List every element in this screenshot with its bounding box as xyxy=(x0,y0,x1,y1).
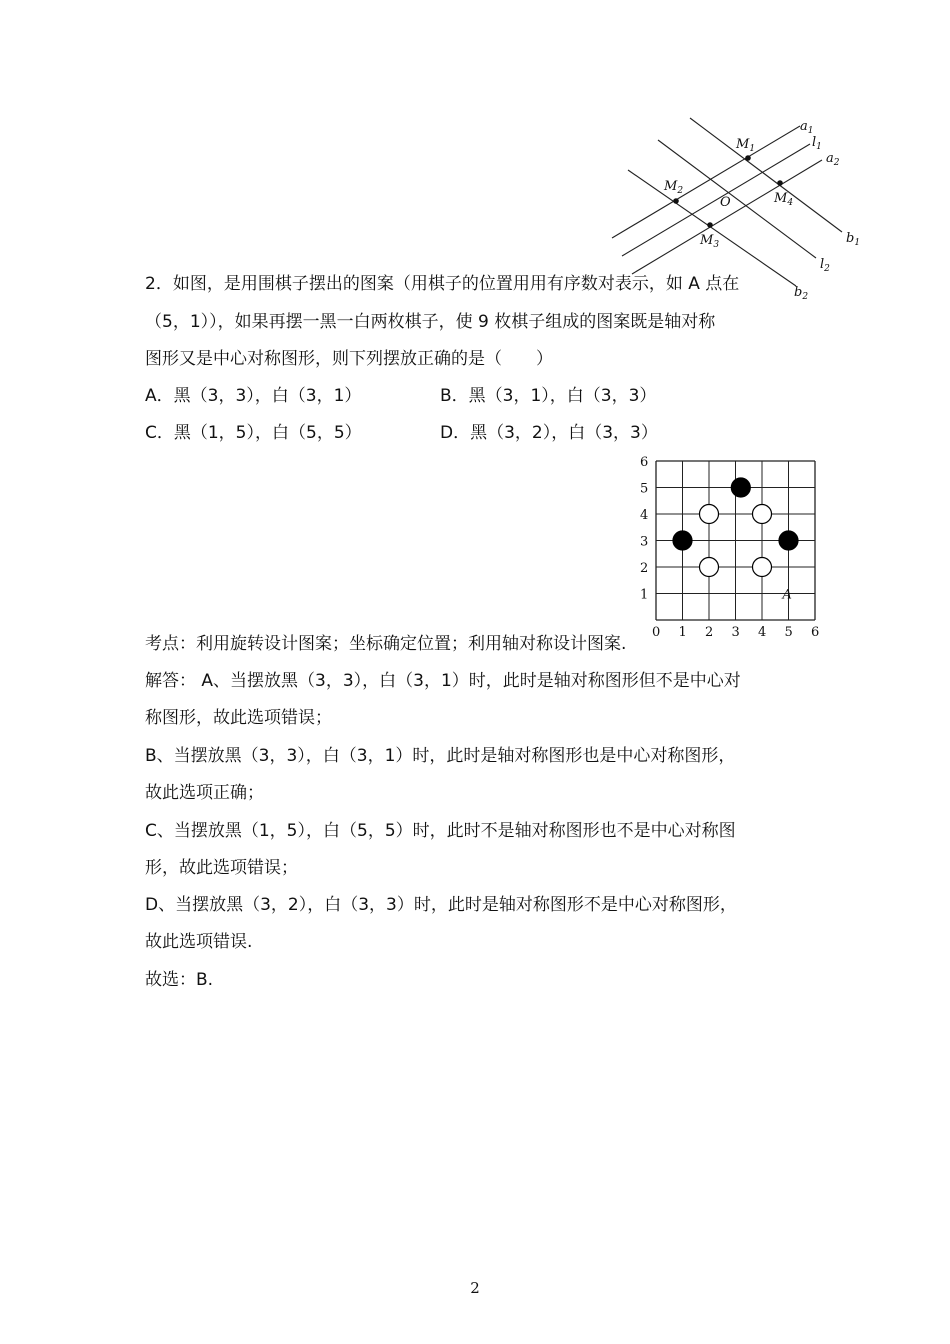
white-stone xyxy=(700,558,719,577)
black-stone xyxy=(673,531,692,550)
line-a1 xyxy=(612,126,800,238)
question-line-2: （5，1）），如果再摆一黑一白两枚棋子，使 9 枚棋子组成的图案既是轴对称 xyxy=(145,312,716,332)
question-line-1: 2．如图，是用围棋子摆出的图案（用棋子的位置用用有序数对表示，如 A 点在 xyxy=(145,274,740,294)
label-a2: $a_2$ xyxy=(826,151,840,168)
option-c: C．黑（1，5），白（5，5） xyxy=(145,423,362,443)
solution-jieda-1: 解答： A、当摆放黑（3，3），白（3，1）时，此时是轴对称图形但不是中心对 xyxy=(145,671,741,691)
go-board-grid xyxy=(638,450,838,645)
x-tick-label: 3 xyxy=(731,625,740,640)
label-b1: $b_1$ xyxy=(846,231,861,248)
y-tick-label: 3 xyxy=(640,534,649,550)
y-tick-label: 4 xyxy=(640,508,649,523)
label-m4: $M_4$ xyxy=(774,191,794,208)
x-tick-label: 4 xyxy=(758,625,767,640)
point-m2 xyxy=(673,198,679,204)
solution-b-1: B、当摆放黑（3，3），白（3，1）时，此时是轴对称图形也是中心对称图形， xyxy=(145,746,736,766)
label-l2: $l_2$ xyxy=(820,257,830,274)
point-a-label: A xyxy=(782,587,792,603)
solution-answer: 故选：B. xyxy=(145,970,214,990)
point-m1 xyxy=(745,155,751,161)
label-o: O xyxy=(720,195,731,210)
line-b2 xyxy=(628,170,796,286)
x-tick-label: 0 xyxy=(652,625,661,640)
solution-c-1: C、当摆放黑（1，5），白（5，5）时，此时不是轴对称图形也不是中心对称图 xyxy=(145,821,736,841)
y-tick-label: 2 xyxy=(640,561,649,576)
solution-kaodian: 考点：利用旋转设计图案；坐标确定位置；利用轴对称设计图案. xyxy=(145,634,627,654)
label-l1: $l_1$ xyxy=(812,135,822,152)
point-m4 xyxy=(777,180,783,186)
option-b: B．黑（3，1），白（3，3） xyxy=(440,386,657,406)
y-tick-label: 6 xyxy=(640,455,649,470)
page-number: 2 xyxy=(470,1279,480,1297)
x-tick-label: 5 xyxy=(784,625,793,640)
y-tick-label: 5 xyxy=(640,481,649,497)
white-stone xyxy=(700,505,719,524)
x-tick-label: 6 xyxy=(811,625,820,640)
line-a2 xyxy=(632,160,822,274)
label-a1: $a_1$ xyxy=(800,119,814,136)
solution-c-2: 形，故此选项错误； xyxy=(145,858,298,878)
white-stone xyxy=(753,558,772,577)
white-stone xyxy=(753,505,772,524)
black-stone xyxy=(731,478,750,497)
line-b1 xyxy=(690,118,842,232)
question-line-3: 图形又是中心对称图形，则下列摆放正确的是（ ） xyxy=(145,349,553,369)
option-a: A．黑（3，3），白（3，1） xyxy=(145,386,362,406)
solution-d-1: D、当摆放黑（3，2），白（3，3）时，此时是轴对称图形不是中心对称图形， xyxy=(145,895,737,915)
point-m3 xyxy=(707,222,713,228)
label-m2: $M_2$ xyxy=(664,179,684,196)
label-m1: $M_1$ xyxy=(736,137,756,154)
solution-d-2: 故此选项错误. xyxy=(145,932,253,952)
label-m3: $M_3$ xyxy=(700,233,720,250)
option-d: D．黑（3，2），白（3，3） xyxy=(440,423,658,443)
black-stone xyxy=(779,531,798,550)
x-tick-label: 2 xyxy=(705,625,714,640)
x-tick-label: 1 xyxy=(678,625,687,640)
solution-b-2: 故此选项正确； xyxy=(145,783,264,803)
y-tick-label: 1 xyxy=(640,587,649,603)
label-b2: $b_2$ xyxy=(794,285,809,302)
solution-jieda-2: 称图形，故此选项错误； xyxy=(145,708,332,728)
